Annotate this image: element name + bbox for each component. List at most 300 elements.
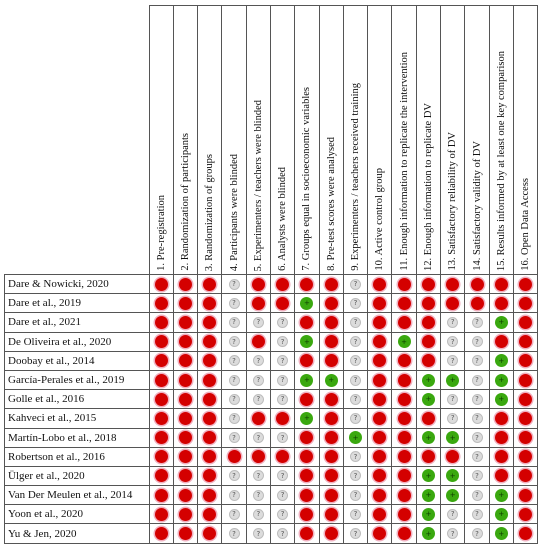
rating-cell bbox=[416, 447, 440, 466]
column-header-label: 6. Analysts were blinded bbox=[277, 167, 289, 271]
rating-cell bbox=[270, 370, 294, 389]
high-risk-dot-icon bbox=[495, 335, 508, 348]
rating-cell bbox=[441, 313, 465, 332]
rating-cell bbox=[295, 351, 319, 370]
unclear-risk-dot-icon: ? bbox=[350, 470, 361, 481]
rating-cell bbox=[489, 332, 513, 351]
low-risk-dot-icon: + bbox=[300, 374, 313, 387]
unclear-risk-dot-icon: ? bbox=[277, 490, 288, 501]
column-header bbox=[416, 6, 440, 275]
rating-cell bbox=[465, 505, 489, 524]
high-risk-dot-icon bbox=[155, 508, 168, 521]
high-risk-dot-icon bbox=[203, 450, 216, 463]
rating-cell bbox=[222, 294, 246, 313]
rating-cell bbox=[343, 370, 367, 389]
unclear-risk-dot-icon: ? bbox=[229, 432, 240, 443]
rating-cell bbox=[319, 409, 343, 428]
rating-cell bbox=[489, 486, 513, 505]
study-name: Ülger et al., 2020 bbox=[5, 466, 150, 485]
high-risk-dot-icon bbox=[495, 450, 508, 463]
rating-cell bbox=[368, 486, 392, 505]
high-risk-dot-icon bbox=[179, 297, 192, 310]
rating-cell bbox=[222, 332, 246, 351]
column-header-label: 1. Pre-registration bbox=[155, 195, 167, 271]
rating-cell bbox=[173, 332, 197, 351]
rating-cell bbox=[392, 313, 416, 332]
rating-cell bbox=[368, 409, 392, 428]
unclear-risk-dot-icon: ? bbox=[472, 394, 483, 405]
study-name: Doobay et al., 2014 bbox=[5, 351, 150, 370]
high-risk-dot-icon bbox=[179, 489, 192, 502]
study-name: Kahveci et al., 2015 bbox=[5, 409, 150, 428]
high-risk-dot-icon bbox=[373, 412, 386, 425]
rating-cell bbox=[222, 370, 246, 389]
rating-cell bbox=[173, 524, 197, 543]
rating-cell bbox=[246, 428, 270, 447]
study-name: García-Perales et al., 2019 bbox=[5, 370, 150, 389]
high-risk-dot-icon bbox=[519, 335, 532, 348]
rating-cell bbox=[270, 275, 294, 294]
high-risk-dot-icon bbox=[373, 469, 386, 482]
rating-cell bbox=[270, 524, 294, 543]
rating-cell bbox=[343, 351, 367, 370]
rating-cell bbox=[441, 409, 465, 428]
high-risk-dot-icon bbox=[398, 489, 411, 502]
rating-cell bbox=[392, 466, 416, 485]
column-header bbox=[173, 6, 197, 275]
high-risk-dot-icon bbox=[422, 297, 435, 310]
table-row bbox=[5, 370, 538, 389]
high-risk-dot-icon bbox=[495, 431, 508, 444]
high-risk-dot-icon bbox=[325, 412, 338, 425]
high-risk-dot-icon bbox=[203, 393, 216, 406]
rating-cell bbox=[198, 351, 222, 370]
unclear-risk-dot-icon: ? bbox=[350, 375, 361, 386]
rating-cell bbox=[198, 370, 222, 389]
rating-cell bbox=[513, 524, 537, 543]
rating-cell bbox=[392, 351, 416, 370]
rating-cell bbox=[246, 390, 270, 409]
rating-cell bbox=[392, 294, 416, 313]
column-header bbox=[441, 6, 465, 275]
column-header bbox=[489, 6, 513, 275]
unclear-risk-dot-icon: ? bbox=[472, 355, 483, 366]
rating-cell bbox=[416, 505, 440, 524]
high-risk-dot-icon bbox=[300, 431, 313, 444]
rating-cell bbox=[416, 390, 440, 409]
rating-cell bbox=[149, 447, 173, 466]
rating-cell bbox=[149, 428, 173, 447]
rating-cell bbox=[222, 524, 246, 543]
rating-cell bbox=[368, 466, 392, 485]
rating-cell bbox=[343, 332, 367, 351]
high-risk-dot-icon bbox=[300, 527, 313, 540]
rating-cell bbox=[222, 409, 246, 428]
high-risk-dot-icon bbox=[519, 508, 532, 521]
high-risk-dot-icon bbox=[422, 354, 435, 367]
rating-cell bbox=[295, 428, 319, 447]
high-risk-dot-icon bbox=[203, 335, 216, 348]
unclear-risk-dot-icon: ? bbox=[277, 509, 288, 520]
unclear-risk-dot-icon: ? bbox=[472, 375, 483, 386]
rating-cell bbox=[416, 313, 440, 332]
unclear-risk-dot-icon: ? bbox=[472, 317, 483, 328]
unclear-risk-dot-icon: ? bbox=[447, 509, 458, 520]
high-risk-dot-icon bbox=[373, 278, 386, 291]
high-risk-dot-icon bbox=[252, 335, 265, 348]
high-risk-dot-icon bbox=[519, 450, 532, 463]
rating-cell bbox=[270, 294, 294, 313]
unclear-risk-dot-icon: ? bbox=[472, 432, 483, 443]
rating-cell bbox=[441, 390, 465, 409]
high-risk-dot-icon bbox=[373, 316, 386, 329]
high-risk-dot-icon bbox=[471, 278, 484, 291]
high-risk-dot-icon bbox=[373, 374, 386, 387]
rating-cell bbox=[343, 428, 367, 447]
rating-cell bbox=[392, 505, 416, 524]
high-risk-dot-icon bbox=[398, 278, 411, 291]
high-risk-dot-icon bbox=[519, 316, 532, 329]
unclear-risk-dot-icon: ? bbox=[253, 375, 264, 386]
table-row bbox=[5, 275, 538, 294]
rating-cell bbox=[441, 332, 465, 351]
rating-cell bbox=[173, 447, 197, 466]
rating-cell bbox=[319, 428, 343, 447]
rating-cell bbox=[441, 447, 465, 466]
unclear-risk-dot-icon: ? bbox=[447, 528, 458, 539]
unclear-risk-dot-icon: ? bbox=[277, 432, 288, 443]
column-header-label: 5. Experimenters / teachers were blinded bbox=[252, 99, 264, 271]
high-risk-dot-icon bbox=[325, 297, 338, 310]
rating-cell bbox=[513, 294, 537, 313]
rating-cell bbox=[513, 313, 537, 332]
high-risk-dot-icon bbox=[155, 335, 168, 348]
low-risk-dot-icon: + bbox=[446, 431, 459, 444]
low-risk-dot-icon: + bbox=[422, 489, 435, 502]
rating-cell bbox=[222, 466, 246, 485]
rating-cell bbox=[246, 486, 270, 505]
table-row bbox=[5, 466, 538, 485]
high-risk-dot-icon bbox=[276, 450, 289, 463]
rating-cell bbox=[392, 332, 416, 351]
high-risk-dot-icon bbox=[155, 469, 168, 482]
unclear-risk-dot-icon: ? bbox=[472, 509, 483, 520]
high-risk-dot-icon bbox=[519, 431, 532, 444]
rating-cell bbox=[319, 313, 343, 332]
rating-cell bbox=[465, 524, 489, 543]
rating-cell bbox=[513, 370, 537, 389]
low-risk-dot-icon: + bbox=[495, 527, 508, 540]
high-risk-dot-icon bbox=[398, 412, 411, 425]
rating-cell bbox=[246, 294, 270, 313]
column-header-label: 9. Experimenters / teachers received training bbox=[350, 83, 362, 271]
high-risk-dot-icon bbox=[179, 354, 192, 367]
rating-cell bbox=[222, 486, 246, 505]
column-header-label: 10. Active control group bbox=[374, 168, 386, 271]
high-risk-dot-icon bbox=[519, 278, 532, 291]
unclear-risk-dot-icon: ? bbox=[229, 317, 240, 328]
rating-cell bbox=[198, 390, 222, 409]
rating-cell bbox=[441, 294, 465, 313]
rating-cell bbox=[465, 390, 489, 409]
high-risk-dot-icon bbox=[325, 335, 338, 348]
rating-cell bbox=[416, 275, 440, 294]
rating-cell bbox=[319, 505, 343, 524]
high-risk-dot-icon bbox=[155, 489, 168, 502]
rating-cell bbox=[513, 390, 537, 409]
low-risk-dot-icon: + bbox=[422, 431, 435, 444]
rating-cell bbox=[222, 505, 246, 524]
unclear-risk-dot-icon: ? bbox=[472, 470, 483, 481]
high-risk-dot-icon bbox=[519, 527, 532, 540]
rating-cell bbox=[295, 447, 319, 466]
rating-cell bbox=[465, 428, 489, 447]
rating-cell bbox=[368, 505, 392, 524]
rating-cell bbox=[319, 351, 343, 370]
rating-cell bbox=[149, 524, 173, 543]
high-risk-dot-icon bbox=[446, 450, 459, 463]
column-header-label: 15. Results informed by at least one key comparison bbox=[495, 50, 507, 271]
rating-cell bbox=[343, 294, 367, 313]
rating-cell bbox=[295, 505, 319, 524]
rating-cell bbox=[465, 409, 489, 428]
study-name: Golle et al., 2016 bbox=[5, 390, 150, 409]
rating-cell bbox=[198, 524, 222, 543]
rating-cell bbox=[465, 275, 489, 294]
rating-cell bbox=[368, 294, 392, 313]
rating-cell bbox=[416, 294, 440, 313]
high-risk-dot-icon bbox=[325, 508, 338, 521]
high-risk-dot-icon bbox=[422, 412, 435, 425]
unclear-risk-dot-icon: ? bbox=[229, 298, 240, 309]
rating-cell bbox=[149, 313, 173, 332]
rating-cell bbox=[198, 313, 222, 332]
rating-cell bbox=[392, 486, 416, 505]
rating-cell bbox=[198, 332, 222, 351]
study-name: Dare et al., 2019 bbox=[5, 294, 150, 313]
rating-cell bbox=[489, 428, 513, 447]
unclear-risk-dot-icon: ? bbox=[253, 317, 264, 328]
table-row bbox=[5, 524, 538, 543]
rating-cell bbox=[489, 390, 513, 409]
column-header-label: 13. Satisfactory reliability of DV bbox=[447, 132, 459, 271]
rating-cell bbox=[441, 524, 465, 543]
rating-cell bbox=[489, 351, 513, 370]
unclear-risk-dot-icon: ? bbox=[253, 528, 264, 539]
high-risk-dot-icon bbox=[300, 469, 313, 482]
rating-cell bbox=[489, 447, 513, 466]
rating-cell bbox=[270, 313, 294, 332]
unclear-risk-dot-icon: ? bbox=[350, 279, 361, 290]
rating-cell bbox=[343, 313, 367, 332]
high-risk-dot-icon bbox=[422, 278, 435, 291]
rating-cell bbox=[270, 409, 294, 428]
rating-cell bbox=[149, 370, 173, 389]
high-risk-dot-icon bbox=[179, 374, 192, 387]
rating-cell bbox=[173, 370, 197, 389]
unclear-risk-dot-icon: ? bbox=[229, 509, 240, 520]
high-risk-dot-icon bbox=[276, 412, 289, 425]
unclear-risk-dot-icon: ? bbox=[253, 355, 264, 366]
study-name: Martín-Lobo et al., 2018 bbox=[5, 428, 150, 447]
rating-cell bbox=[319, 370, 343, 389]
table-row bbox=[5, 486, 538, 505]
high-risk-dot-icon bbox=[203, 469, 216, 482]
high-risk-dot-icon bbox=[155, 527, 168, 540]
column-header bbox=[392, 6, 416, 275]
unclear-risk-dot-icon: ? bbox=[447, 355, 458, 366]
rating-cell bbox=[198, 409, 222, 428]
column-header-label: 16. Open Data Access bbox=[520, 178, 532, 271]
high-risk-dot-icon bbox=[179, 527, 192, 540]
high-risk-dot-icon bbox=[300, 450, 313, 463]
unclear-risk-dot-icon: ? bbox=[253, 470, 264, 481]
high-risk-dot-icon bbox=[155, 354, 168, 367]
rating-cell bbox=[441, 351, 465, 370]
rating-cell bbox=[173, 351, 197, 370]
rating-cell bbox=[295, 275, 319, 294]
unclear-risk-dot-icon: ? bbox=[350, 336, 361, 347]
high-risk-dot-icon bbox=[422, 335, 435, 348]
rating-cell bbox=[489, 505, 513, 524]
low-risk-dot-icon: + bbox=[422, 469, 435, 482]
high-risk-dot-icon bbox=[252, 278, 265, 291]
unclear-risk-dot-icon: ? bbox=[350, 317, 361, 328]
high-risk-dot-icon bbox=[519, 489, 532, 502]
rating-cell bbox=[246, 351, 270, 370]
unclear-risk-dot-icon: ? bbox=[229, 336, 240, 347]
high-risk-dot-icon bbox=[179, 335, 192, 348]
rating-cell bbox=[513, 428, 537, 447]
unclear-risk-dot-icon: ? bbox=[447, 317, 458, 328]
high-risk-dot-icon bbox=[373, 489, 386, 502]
unclear-risk-dot-icon: ? bbox=[277, 317, 288, 328]
rating-cell bbox=[295, 524, 319, 543]
rating-cell bbox=[222, 447, 246, 466]
rating-cell bbox=[368, 370, 392, 389]
table-row bbox=[5, 390, 538, 409]
high-risk-dot-icon bbox=[495, 297, 508, 310]
rating-cell bbox=[465, 447, 489, 466]
high-risk-dot-icon bbox=[325, 316, 338, 329]
rating-cell bbox=[513, 351, 537, 370]
high-risk-dot-icon bbox=[203, 297, 216, 310]
high-risk-dot-icon bbox=[373, 335, 386, 348]
unclear-risk-dot-icon: ? bbox=[350, 451, 361, 462]
rating-cell bbox=[416, 409, 440, 428]
rating-cell bbox=[392, 524, 416, 543]
rating-cell bbox=[295, 486, 319, 505]
table-row bbox=[5, 351, 538, 370]
rating-cell bbox=[295, 294, 319, 313]
high-risk-dot-icon bbox=[252, 450, 265, 463]
rating-cell bbox=[270, 486, 294, 505]
rating-cell bbox=[368, 313, 392, 332]
rating-cell bbox=[270, 466, 294, 485]
high-risk-dot-icon bbox=[325, 431, 338, 444]
high-risk-dot-icon bbox=[203, 489, 216, 502]
unclear-risk-dot-icon: ? bbox=[229, 413, 240, 424]
rating-cell bbox=[343, 275, 367, 294]
rating-cell bbox=[343, 390, 367, 409]
high-risk-dot-icon bbox=[398, 508, 411, 521]
rating-cell bbox=[149, 505, 173, 524]
rating-cell bbox=[149, 486, 173, 505]
low-risk-dot-icon: + bbox=[495, 374, 508, 387]
study-name: Dare et al., 2021 bbox=[5, 313, 150, 332]
rating-cell bbox=[270, 390, 294, 409]
high-risk-dot-icon bbox=[203, 412, 216, 425]
table-row bbox=[5, 332, 538, 351]
column-header-label: 12. Enough information to replicate DV bbox=[422, 103, 434, 271]
high-risk-dot-icon bbox=[373, 297, 386, 310]
rating-cell bbox=[489, 313, 513, 332]
unclear-risk-dot-icon: ? bbox=[447, 413, 458, 424]
high-risk-dot-icon bbox=[519, 354, 532, 367]
high-risk-dot-icon bbox=[422, 316, 435, 329]
rating-cell bbox=[343, 466, 367, 485]
high-risk-dot-icon bbox=[398, 527, 411, 540]
high-risk-dot-icon bbox=[422, 450, 435, 463]
rating-cell bbox=[513, 447, 537, 466]
rating-cell bbox=[416, 332, 440, 351]
high-risk-dot-icon bbox=[155, 412, 168, 425]
high-risk-dot-icon bbox=[179, 316, 192, 329]
risk-of-bias-table bbox=[4, 5, 538, 544]
rating-cell bbox=[222, 275, 246, 294]
high-risk-dot-icon bbox=[373, 431, 386, 444]
rating-cell bbox=[173, 275, 197, 294]
rating-cell bbox=[416, 466, 440, 485]
high-risk-dot-icon bbox=[398, 354, 411, 367]
high-risk-dot-icon bbox=[495, 469, 508, 482]
column-header bbox=[465, 6, 489, 275]
rating-cell bbox=[465, 313, 489, 332]
column-header bbox=[246, 6, 270, 275]
unclear-risk-dot-icon: ? bbox=[229, 375, 240, 386]
high-risk-dot-icon bbox=[519, 374, 532, 387]
rating-cell bbox=[173, 390, 197, 409]
rating-cell bbox=[441, 466, 465, 485]
unclear-risk-dot-icon: ? bbox=[229, 394, 240, 405]
high-risk-dot-icon bbox=[325, 527, 338, 540]
rating-cell bbox=[319, 332, 343, 351]
rating-cell bbox=[295, 409, 319, 428]
rating-cell bbox=[270, 428, 294, 447]
high-risk-dot-icon bbox=[373, 527, 386, 540]
column-header bbox=[198, 6, 222, 275]
rating-cell bbox=[465, 351, 489, 370]
high-risk-dot-icon bbox=[203, 316, 216, 329]
high-risk-dot-icon bbox=[398, 450, 411, 463]
high-risk-dot-icon bbox=[300, 489, 313, 502]
rating-cell bbox=[319, 294, 343, 313]
rating-cell bbox=[319, 466, 343, 485]
rating-cell bbox=[295, 370, 319, 389]
column-header-label: 11. Enough information to replicate the intervention bbox=[398, 52, 410, 271]
header-row bbox=[5, 6, 538, 275]
table-row bbox=[5, 447, 538, 466]
high-risk-dot-icon bbox=[300, 316, 313, 329]
rating-cell bbox=[173, 486, 197, 505]
rating-cell bbox=[198, 275, 222, 294]
column-header bbox=[319, 6, 343, 275]
unclear-risk-dot-icon: ? bbox=[472, 490, 483, 501]
rating-cell bbox=[246, 466, 270, 485]
unclear-risk-dot-icon: ? bbox=[253, 432, 264, 443]
rating-cell bbox=[149, 351, 173, 370]
rating-cell bbox=[368, 351, 392, 370]
